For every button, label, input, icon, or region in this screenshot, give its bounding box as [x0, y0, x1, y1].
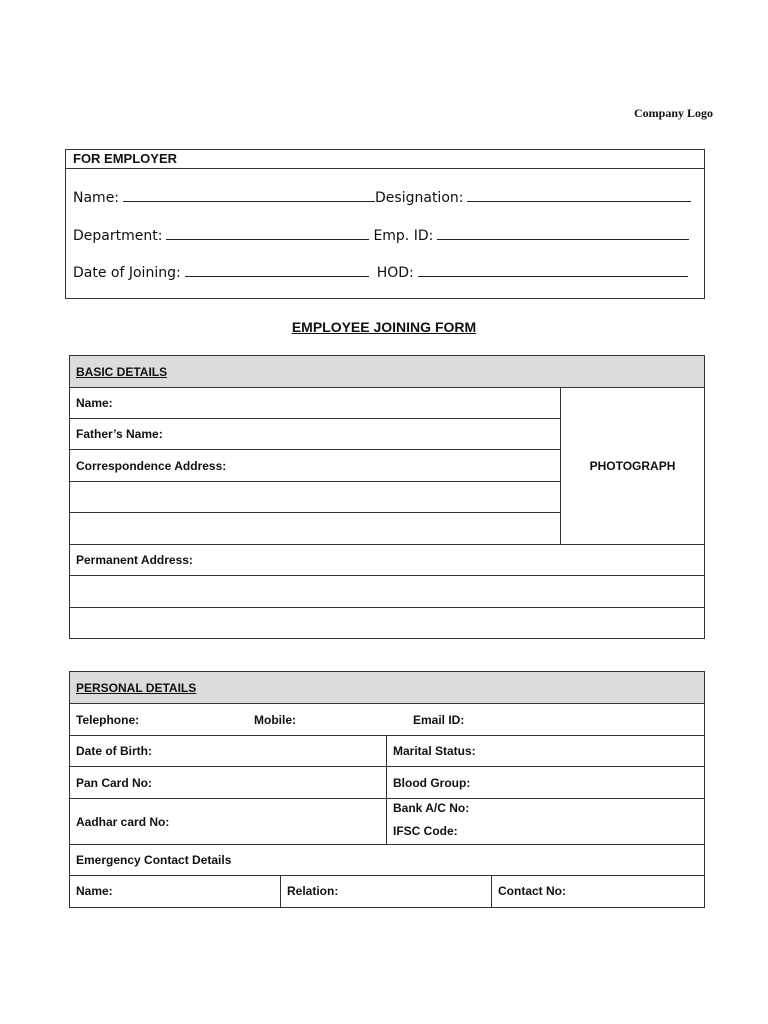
bank-account-label: Bank A/C No:: [393, 800, 470, 815]
company-logo: Company Logo: [633, 106, 713, 120]
department-field[interactable]: [166, 225, 369, 240]
blood-group-cell[interactable]: Blood Group:: [387, 767, 705, 799]
emergency-contact-heading: Emergency Contact Details: [70, 845, 705, 876]
dob-cell[interactable]: Date of Birth:: [70, 736, 387, 767]
personal-details-heading: PERSONAL DETAILS: [70, 672, 705, 704]
ifsc-code-label: IFSC Code:: [393, 823, 458, 838]
basic-details-heading: BASIC DETAILS: [70, 356, 705, 388]
emergency-relation-cell[interactable]: Relation:: [281, 876, 492, 907]
telephone-label[interactable]: Telephone:: [76, 712, 140, 727]
department-label: Department:: [73, 228, 163, 244]
emergency-contact-row: [70, 876, 705, 908]
hod-label: HOD:: [376, 265, 414, 281]
employer-name-field[interactable]: [123, 187, 375, 202]
pan-card-cell[interactable]: Pan Card No:: [70, 767, 387, 799]
permanent-address-cell[interactable]: Permanent Address:: [70, 545, 705, 576]
employer-name-label: Name:: [73, 190, 120, 206]
hod-field[interactable]: [418, 262, 688, 277]
father-name-cell[interactable]: Father’s Name:: [70, 419, 561, 450]
doj-field[interactable]: [185, 262, 369, 277]
correspondence-address-line-3[interactable]: [70, 513, 561, 545]
email-label[interactable]: Email ID:: [413, 712, 465, 727]
basic-details-table: [69, 355, 705, 639]
emergency-contact-no-cell[interactable]: Contact No:: [498, 884, 566, 898]
photograph-box[interactable]: PHOTOGRAPH: [561, 388, 705, 545]
employer-heading: FOR EMPLOYER: [66, 150, 704, 169]
doj-label: Date of Joining:: [73, 265, 181, 281]
emp-id-field[interactable]: [437, 225, 689, 240]
employer-row-3: [73, 262, 688, 281]
emp-id-label: Emp. ID:: [373, 228, 434, 244]
form-title: EMPLOYEE JOINING FORM: [291, 319, 477, 335]
personal-details-table: [69, 671, 705, 908]
basic-name-cell[interactable]: Name:: [70, 388, 561, 419]
employer-section: [65, 149, 705, 299]
employer-row-2: [73, 225, 689, 244]
permanent-address-line-3[interactable]: [70, 608, 705, 639]
correspondence-address-cell[interactable]: Correspondence Address:: [70, 450, 561, 482]
bank-ifsc-cell[interactable]: [387, 799, 705, 845]
designation-field[interactable]: [467, 187, 691, 202]
designation-label: Designation:: [375, 190, 464, 206]
aadhar-card-cell[interactable]: Aadhar card No:: [70, 799, 387, 845]
contact-row: [70, 704, 705, 736]
mobile-label[interactable]: Mobile:: [254, 712, 296, 727]
permanent-address-line-2[interactable]: [70, 576, 705, 608]
marital-status-cell[interactable]: Marital Status:: [387, 736, 705, 767]
emergency-name-cell[interactable]: Name:: [70, 876, 281, 907]
correspondence-address-line-2[interactable]: [70, 482, 561, 513]
employer-row-1: [73, 187, 691, 206]
